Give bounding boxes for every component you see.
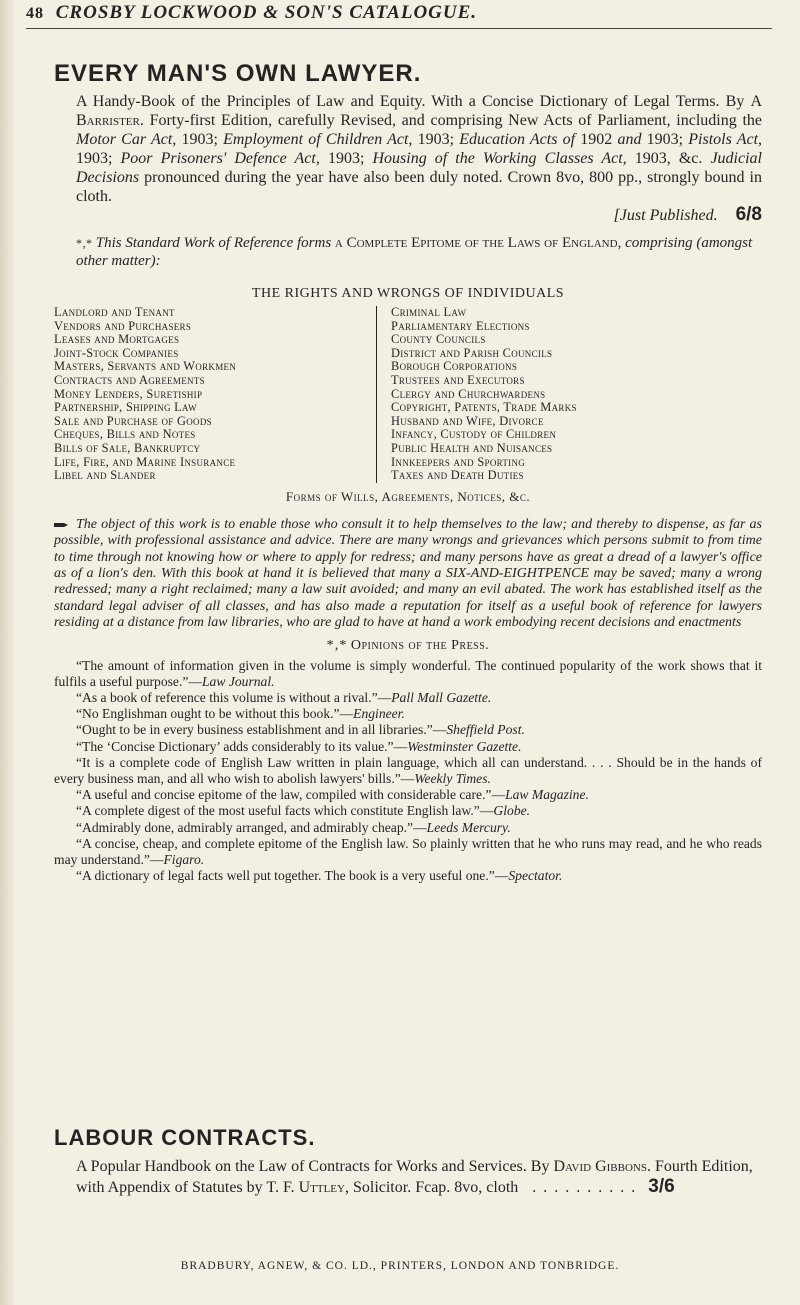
- rights-item: Sale and Purchase of Goods: [54, 413, 212, 428]
- quote-text: “Admirably done, admirably arranged, and admirably cheap.”—: [76, 819, 427, 835]
- quote-text: “Ought to be in every business establishment and in all libraries.”—: [76, 722, 447, 738]
- rights-item: Partnership, Shipping Law: [54, 400, 197, 415]
- act-name: and: [617, 131, 642, 148]
- rights-item: Contracts and Agreements: [54, 372, 205, 387]
- book-description: [76, 92, 762, 206]
- desc-text: Solicitor. Fcap. 8vo, cloth: [348, 1178, 519, 1196]
- rights-item: District and Parish Councils: [391, 345, 553, 360]
- quote-source: Engineer.: [353, 706, 405, 722]
- press-quote: [54, 739, 762, 755]
- running-head: [26, 2, 780, 24]
- quote-text: “The amount of information given in the volume is simply wonderful. The continued popularity of the work shows that it fulfils a useful purpose.”—: [54, 657, 762, 689]
- rights-item: Parliamentary Elections: [391, 318, 530, 333]
- quote-source: Pall Mall Gazette.: [391, 689, 492, 705]
- press-quote: [54, 706, 762, 722]
- notice-text: The object of this work is to enable those who consult it to help themselves to the law; and thereby to dispense, as far as possible, with professional assistance and advice. There are many wrongs and grievances which persons submit to from time to time through not knowing how or where to apply for redress; and many persons have as great a dread of a lawyer's office as of a lion's den. With this book at hand it is believed that many a SIX-AND-EIGHTPENCE may be saved; many a wrong redressed; many a right reclaimed; many a law suit avoided; and many an evil abated. The work has established itself as the standard legal adviser of all classes, and has also made a reputation for itself as a useful book of reference for lawyers residing at a distance from law libraries, who are glad to have at hand a work embodying recent decisions and enactments: [54, 516, 762, 631]
- quote-source: Leeds Mercury.: [426, 819, 511, 835]
- rights-item: Money Lenders, Suretiship: [54, 386, 203, 401]
- standard-work-note: [76, 234, 762, 270]
- publication-line: [54, 204, 762, 226]
- quote-text: “A complete digest of the most useful facts which constitute English law.”—: [76, 803, 494, 819]
- desc-text: Forty-first Edition, carefully Revised, and comprising New Acts of Parliament, including the: [143, 112, 762, 129]
- desc-text: A Popular Handbook on the Law of Contracts for Works and Services. By: [76, 1158, 554, 1175]
- pointing-hand-icon: [54, 521, 70, 529]
- act-name: Poor Prisoners' Defence Act,: [120, 150, 320, 167]
- rights-item: Borough Corporations: [391, 359, 518, 374]
- act-name: Employment of Children Act,: [223, 131, 413, 148]
- rights-item: Life, Fire, and Marine Insurance: [54, 454, 236, 469]
- quote-text: “As a book of reference this volume is without a rival.”—: [76, 689, 392, 705]
- leader-dots: ..........: [532, 1178, 643, 1196]
- forms-line: Forms of Wills, Agreements, Notices, &c.: [285, 488, 531, 504]
- rights-item: Infancy, Custody of Children: [391, 427, 557, 442]
- section-title: EVERY MAN'S OWN LAWYER.: [54, 60, 422, 87]
- rights-columns: [54, 306, 762, 483]
- opinions-heading: *‚* Opinions of the Press.: [326, 637, 490, 653]
- rights-item: Taxes and Death Duties: [391, 468, 524, 483]
- running-head-title: CROSBY LOCKWOOD & SON'S CATALOGUE.: [55, 2, 478, 23]
- press-quotes: [54, 658, 762, 885]
- quote-source: Law Magazine.: [505, 787, 589, 803]
- price: 6/8: [735, 204, 762, 225]
- press-quote: [54, 690, 762, 706]
- rights-item: Masters, Servants and Workmen: [54, 359, 237, 374]
- desc-text: Fourth Edition, with Appendix of Statutes by T. F.: [76, 1158, 753, 1196]
- desc-text: 1903;: [412, 131, 460, 148]
- act-name: Housing of the Working Classes Act,: [372, 150, 627, 167]
- publication-status: [Just Published.: [613, 207, 718, 224]
- desc-text: 1903, &c.: [626, 150, 711, 167]
- quote-source: Weekly Times.: [414, 770, 491, 786]
- rights-item: Leases and Mortgages: [54, 332, 180, 347]
- quote-source: Spectator.: [508, 868, 563, 884]
- rights-right-column: [376, 306, 577, 483]
- desc-text: A Handy-Book of the Principles of Law and Equity. With a Concise Dictionary of Legal Terms. By: [76, 93, 751, 110]
- rights-item: Copyright, Patents, Trade Marks: [391, 400, 577, 415]
- book-description: [76, 1157, 762, 1197]
- rights-item: Public Health and Nuisances: [391, 440, 553, 455]
- author-name: A Barrister.: [76, 93, 762, 129]
- desc-text: 1903;: [76, 150, 121, 167]
- desc-text: 1903;: [176, 131, 224, 148]
- press-quote: [54, 755, 762, 787]
- press-quote: [54, 787, 762, 803]
- rights-item: Joint-Stock Companies: [54, 345, 179, 360]
- act-name: Education Acts of: [459, 131, 576, 148]
- rights-item: Bills of Sale, Bankruptcy: [54, 440, 201, 455]
- price: 3/6: [648, 1175, 675, 1197]
- quote-text: “A useful and concise epitome of the law, compiled with considerable care.”—: [76, 787, 506, 803]
- quote-text: “A concise, cheap, and complete epitome of the English law. So plainly written that he who runs may read, and he who reads may understand.”—: [54, 835, 762, 867]
- asterism: *‚*: [76, 236, 92, 250]
- quote-source: Globe.: [493, 803, 531, 819]
- rights-item: Landlord and Tenant: [54, 305, 175, 319]
- rights-item: Libel and Slander: [54, 468, 156, 483]
- notice-paragraph: [54, 517, 762, 632]
- rights-item: Innkeepers and Sporting: [391, 454, 526, 469]
- quote-source: Westminster Gazette.: [407, 738, 522, 754]
- section-labour-contracts: [54, 1125, 762, 1197]
- quote-text: “No Englishman ought to be without this book.”—: [76, 706, 354, 722]
- rights-item: Cheques, Bills and Notes: [54, 427, 196, 442]
- desc-text: pronounced during the year have also been duly noted. Crown 8vo, 800 pp., strongly bound in cloth.: [76, 169, 762, 205]
- quote-text: “The ‘Concise Dictionary’ adds considerably to its value.”—: [76, 738, 408, 754]
- quote-text: “It is a complete code of English Law written in plain language, which all can understand. . . . Should be in the hands of every business man, and all who wish to abolish lawyers' bills.”—: [54, 754, 762, 786]
- note-tail: comprising (amongst other matter):: [76, 235, 753, 269]
- editor-name: Uttley,: [298, 1178, 349, 1196]
- rights-item: County Councils: [391, 332, 486, 347]
- rights-item: Husband and Wife, Divorce: [391, 413, 544, 428]
- quote-text: “A dictionary of legal facts well put together. The book is a very useful one.”—: [76, 868, 509, 884]
- press-quote: [54, 803, 762, 819]
- press-quote: [54, 868, 762, 884]
- quote-source: Law Journal.: [202, 673, 275, 689]
- quote-source: Figaro.: [163, 852, 205, 867]
- rights-item: Vendors and Purchasers: [54, 318, 192, 333]
- desc-text: 1903;: [641, 131, 689, 148]
- rights-item: Criminal Law: [391, 305, 467, 319]
- quote-source: Sheffield Post.: [446, 722, 525, 738]
- act-name: Pistols Act,: [688, 131, 763, 148]
- author-name: David Gibbons.: [553, 1158, 651, 1175]
- rights-item: Clergy and Churchwardens: [391, 386, 546, 401]
- section-title: LABOUR CONTRACTS.: [54, 1125, 316, 1150]
- press-quote: [54, 836, 762, 868]
- page-spine-shadow: [0, 0, 14, 1305]
- page-number: 48: [26, 5, 44, 22]
- press-quote: [54, 722, 762, 738]
- act-name: Judicial Decisions: [76, 150, 762, 186]
- desc-text: 1903;: [319, 150, 373, 167]
- rights-left-column: [54, 306, 372, 483]
- rights-item: Trustees and Executors: [391, 372, 525, 387]
- note-italic: This Standard Work of Reference forms: [95, 235, 332, 251]
- note-small-caps: a Complete Epitome of the Laws of England,: [331, 235, 626, 251]
- desc-text: 1902: [575, 131, 618, 148]
- press-quote: [54, 820, 762, 836]
- head-rule: [26, 28, 772, 29]
- section-every-mans-own-lawyer: [54, 60, 762, 884]
- rights-title: THE RIGHTS AND WRONGS OF INDIVIDUALS: [251, 286, 565, 301]
- act-name: Motor Car Act,: [76, 131, 177, 148]
- printer-footer: BRADBURY, AGNEW, & CO. LD., PRINTERS, LONDON AND TONBRIDGE.: [180, 1260, 620, 1272]
- press-quote: [54, 658, 762, 690]
